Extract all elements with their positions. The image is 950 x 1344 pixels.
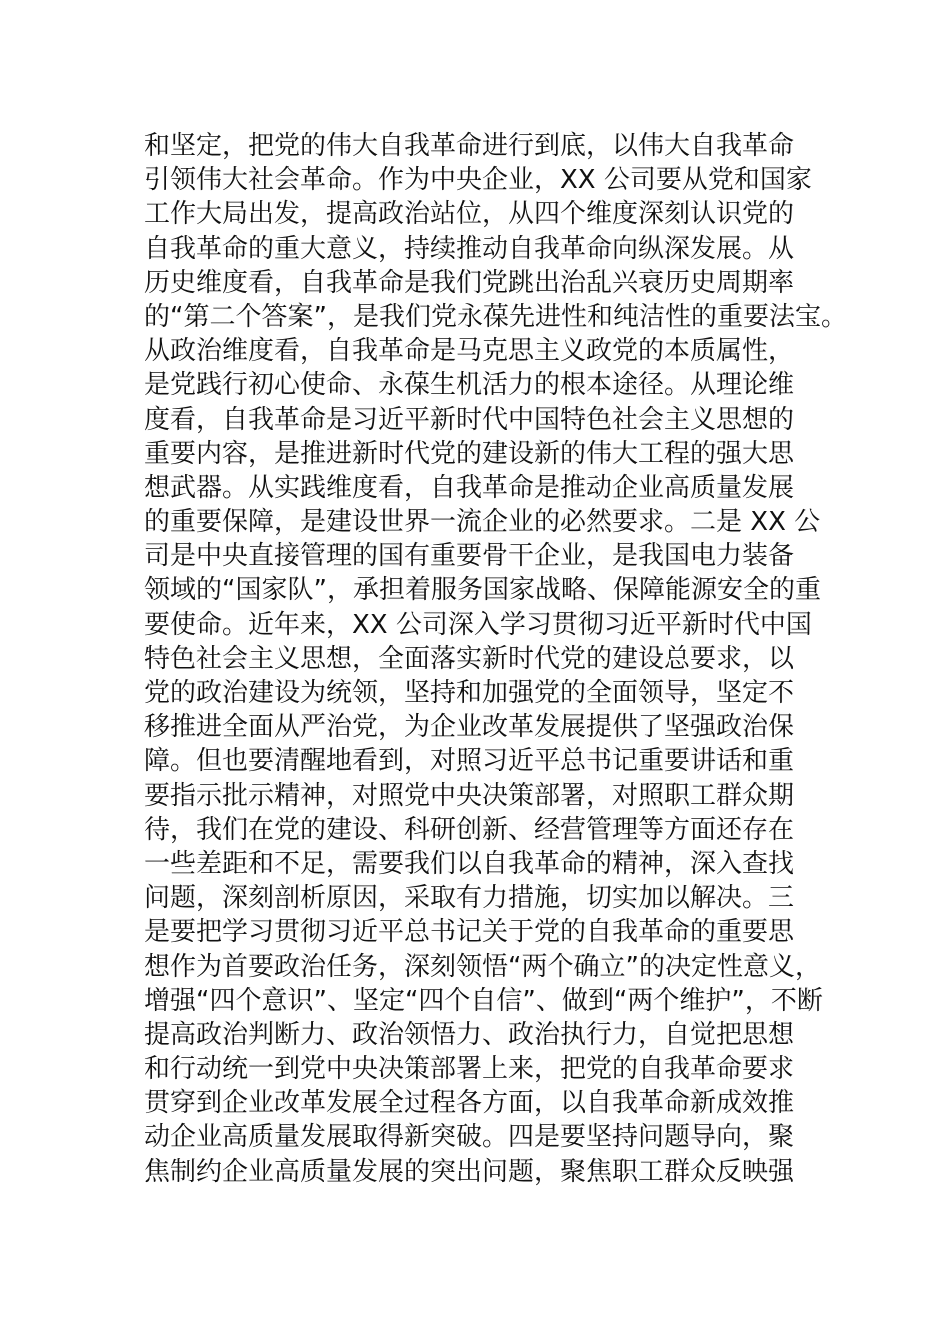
text-line: 特色社会主义思想，全面落实新时代党的建设总要求，以 (144, 643, 795, 674)
text-line: 司是中央直接管理的国有重要骨干企业，是我国电力装备 (144, 541, 795, 572)
text-line: 重要内容，是推进新时代党的建设新的伟大工程的强大思 (144, 438, 795, 469)
text-line: 党的政治建设为统领，坚持和加强党的全面领导，坚定不 (144, 678, 795, 708)
text-line: 待，我们在党的建设、科研创新、经营管理等方面还存在 (144, 814, 795, 845)
text-line: 领域的“国家队”，承担着服务国家战略、保障能源安全的重 (144, 575, 821, 606)
text-line: 想武器。从实践维度看，自我革命是推动企业高质量发展 (144, 472, 795, 503)
text-line: 要指示批示精神，对照党中央决策部署，对照职工群众期 (144, 780, 795, 811)
text-line: 是党践行初心使命、永葆生机活力的根本途径。从理论维 (144, 370, 795, 401)
text-line: 工作大局出发，提高政治站位，从四个维度深刻认识党的 (144, 199, 795, 230)
text-line: 历史维度看，自我革命是我们党跳出治乱兴衰历史周期率 (144, 267, 795, 298)
text-line: 的重要保障，是建设世界一流企业的必然要求。二是 XX 公 (144, 507, 821, 538)
text-line: 移推进全面从严治党，为企业改革发展提供了坚强政治保 (144, 712, 795, 743)
text-line: 要使命。近年来，XX 公司深入学习贯彻习近平新时代中国 (144, 609, 812, 640)
text-line: 想作为首要政治任务，深刻领悟“两个确立”的决定性意义， (144, 951, 821, 982)
text-line: 障。但也要清醒地看到，对照习近平总书记重要讲话和重 (144, 746, 795, 777)
text-line: 问题，深刻剖析原因，采取有力措施，切实加以解决。三 (144, 883, 795, 914)
text-line: 提高政治判断力、政治领悟力、政治执行力，自觉把思想 (144, 1019, 795, 1050)
text-line: 一些差距和不足，需要我们以自我革命的精神，深入查找 (144, 848, 795, 879)
text-line: 是要把学习贯彻习近平总书记关于党的自我革命的重要思 (144, 917, 795, 948)
text-line: 动企业高质量发展取得新突破。四是要坚持问题导向，聚 (144, 1122, 795, 1153)
text-line: 自我革命的重大意义，持续推动自我革命向纵深发展。从 (144, 233, 795, 264)
text-line: 从政治维度看，自我革命是马克思主义政党的本质属性， (144, 336, 795, 367)
text-line: 和坚定，把党的伟大自我革命进行到底，以伟大自我革命 (144, 131, 795, 161)
body-text (144, 129, 847, 1189)
text-line: 和行动统一到党中央决策部署上来，把党的自我革命要求 (144, 1054, 795, 1085)
text-line: 的“第二个答案”，是我们党永葆先进性和纯洁性的重要法宝。 (144, 301, 847, 332)
text-line: 贯穿到企业改革发展全过程各方面，以自我革命新成效推 (144, 1088, 795, 1119)
text-line: 引领伟大社会革命。作为中央企业，XX 公司要从党和国家 (144, 165, 812, 196)
text-line: 焦制约企业高质量发展的突出问题，聚焦职工群众反映强 (144, 1156, 795, 1187)
text-line: 度看，自我革命是习近平新时代中国特色社会主义思想的 (144, 404, 795, 435)
text-line: 增强“四个意识”、坚定“四个自信”、做到“两个维护”，不断 (144, 985, 823, 1016)
